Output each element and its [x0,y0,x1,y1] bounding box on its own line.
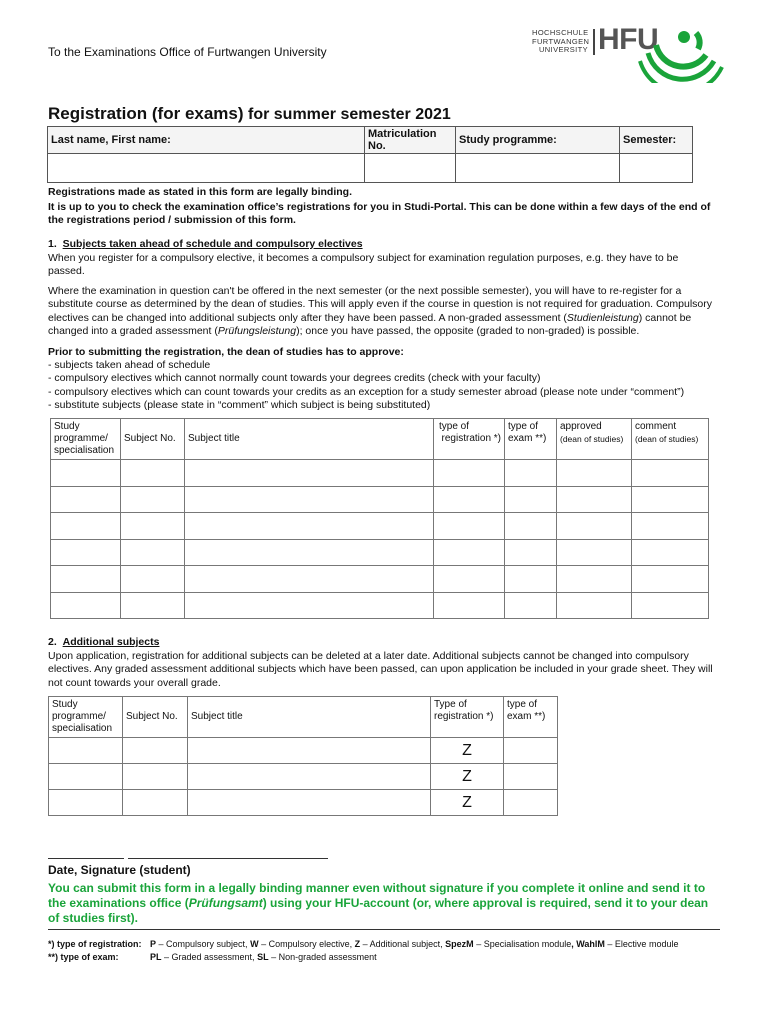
section1-heading: 1. Subjects taken ahead of schedule and compulsory electives [48,238,363,250]
name-header: Last name, First name: [48,127,365,154]
list-item: - compulsory electives which cannot normally count towards your degrees credits (check with your faculty) [48,372,541,385]
col-subject-title: Subject title [188,697,431,738]
title-main: Registration (for exams) [48,104,244,123]
table-row [51,592,709,619]
logo-divider [593,29,595,55]
list-item: - substitute subjects (please state in “comment” which subject is being substituted) [48,399,431,412]
list-item: - compulsory electives which can count towards your credits as an exception for a study semester abroad (please note under “comment”) [48,385,685,398]
approve-list [48,359,718,413]
binding-notice: Registrations made as stated in this form are legally binding. [48,186,352,198]
table-row [51,486,709,513]
col-comment: comment (dean of studies) [632,419,709,460]
approve-heading: Prior to submitting the registration, the dean of studies has to approve: [48,346,404,358]
section1-table [50,418,709,619]
title-semester: for summer semester 2021 [248,106,451,123]
semester-field[interactable] [620,154,693,183]
col-subject-no: Subject No. [121,419,185,460]
section1-para2: Where the examination in question can't be offered in the next semester (or the next possible semester), you will have to re-register for a substitute course as determined by the dean of studies. This will apply even if the course in question is not required for graduation. Compulsory electives can be changed into additional subjects only after they have been passed. A non-graded assessment (Studienleistung) cannot be changed into a graded assessment (Prüfungsleistung); once you have passed, the opposite (graded to non-graded) is possible. [48,285,713,338]
col-exam-type: type of exam **) [504,697,558,738]
logo-wordmark: HFU [598,23,659,56]
col-programme: Study programme/ specialisation [49,697,123,738]
table-row [51,566,709,593]
section2-para: Upon application, registration for additional subjects can be deleted at a later date. Additional subjects cannot be changed into compulsory electives. Any graded assessment additional subjects which have been passed, can upon application be included in your grade sheet. They will not count towards your overall grade. [48,650,713,689]
table-row [51,539,709,566]
col-registration-type: type of registration *) [434,419,505,460]
col-registration-type: Type of registration *) [431,697,504,738]
table-row [49,764,558,790]
col-subject-no: Subject No. [123,697,188,738]
footnotes [48,938,678,964]
section2-table [48,696,558,816]
table-row [49,738,558,764]
date-line[interactable] [48,858,124,859]
col-subject-title: Subject title [185,419,434,460]
programme-header: Study programme: [456,127,620,154]
matriculation-field[interactable] [365,154,456,183]
name-field[interactable] [48,154,365,183]
col-approved: approved (dean of studies) [557,419,632,460]
registration-type-value: Z [431,764,504,790]
logo-university-name: HOCHSCHULE FURTWANGEN UNIVERSITY [532,28,590,54]
studi-portal-notice: It is up to you to check the examination office’s registrations for you in Studi-Portal. This can be done within a few days of the end of the registrations period / submission of this form. [48,201,711,227]
hfu-logo [532,25,742,83]
recipient-line: To the Examinations Office of Furtwangen University [48,45,327,59]
table-row [51,513,709,540]
footnote-exam: **) type of exam: PL – Graded assessment, SL – Non-graded assessment [48,952,377,962]
programme-field[interactable] [456,154,620,183]
col-exam-type: type of exam **) [505,419,557,460]
table-row [51,460,709,487]
section2-heading: 2. Additional subjects [48,636,160,648]
footnote-registration: *) type of registration: P – Compulsory subject, W – Compulsory elective, Z – Additional subject, SpezM – Specialisation module, WahlM – Elective module [48,939,679,949]
semester-header: Semester: [620,127,693,154]
col-programme: Study programme/ specialisation [51,419,121,460]
logo-arc-icon [626,25,731,83]
section1-para1: When you register for a compulsory elective, it becomes a compulsory subject for examination regulation purposes, e.g. they have to be passed. [48,252,679,278]
personal-info-table [47,126,693,183]
footer-divider [48,929,720,930]
signature-label: Date, Signature (student) [48,863,191,877]
registration-type-value: Z [431,738,504,764]
list-item: - subjects taken ahead of schedule [48,359,211,371]
online-submission-note: You can submit this form in a legally binding manner even without signature if you complete it online and send it to the examinations office (Prüfungsamt) using your HFU-account (or, where approval is required, send it to your dean of studies first). [48,881,709,925]
registration-type-value: Z [431,790,504,816]
form-title [48,104,451,124]
signature-line[interactable] [128,858,328,859]
table-row [49,790,558,816]
matriculation-header: Matriculation No. [365,127,456,154]
